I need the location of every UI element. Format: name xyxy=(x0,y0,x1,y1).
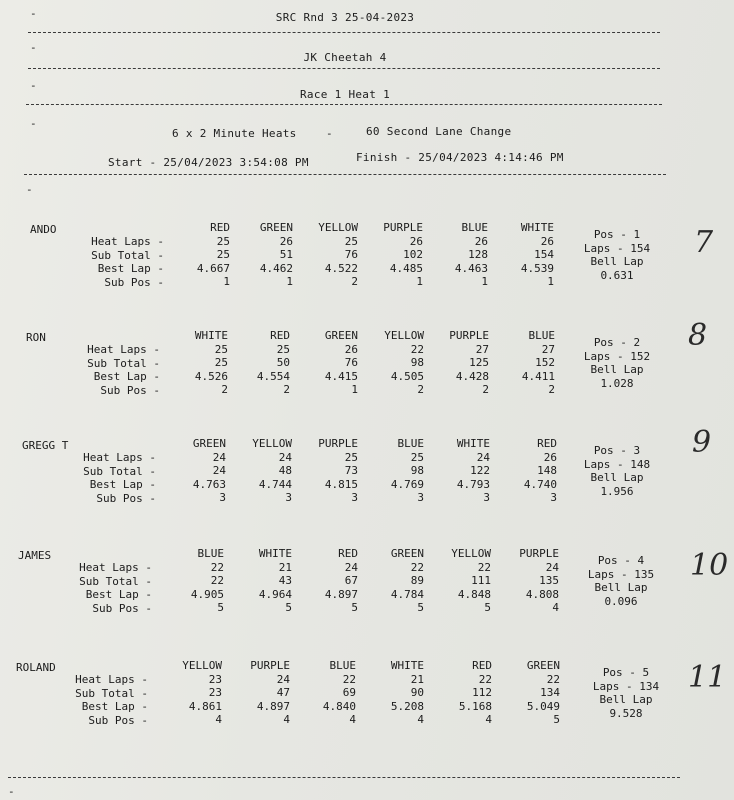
lane-column xyxy=(497,437,557,505)
lane-sub: 125 xyxy=(469,356,489,369)
lane-heat: 26 xyxy=(279,234,293,248)
lane-column xyxy=(232,437,292,505)
lane-color: BLUE xyxy=(197,547,224,560)
lane-column xyxy=(495,329,555,397)
lane-best: 4.554 xyxy=(256,369,290,383)
lane-heat: 27 xyxy=(475,342,489,356)
lane-sub: 23 xyxy=(208,686,222,699)
driver-name: GREGG T xyxy=(22,439,69,452)
divider-line xyxy=(8,777,680,778)
lane-pos: 3 xyxy=(285,491,292,504)
lane-sub: 135 xyxy=(539,574,559,587)
driver-summary xyxy=(576,554,666,608)
lane-color: WHITE xyxy=(520,221,554,234)
row-label: Sub Total - xyxy=(75,686,148,700)
lane-sub: 154 xyxy=(534,248,554,261)
lane-best: 5.168 xyxy=(458,699,492,713)
lane-heat: 22 xyxy=(210,560,224,574)
lane-heat: 24 xyxy=(545,560,559,574)
lane-color: GREEN xyxy=(259,221,293,234)
lane-color: BLUE xyxy=(528,329,555,342)
summary-line: Pos - 5 xyxy=(602,666,650,679)
lane-pos: 1 xyxy=(286,275,293,288)
heats-separator: - xyxy=(326,127,333,140)
lane-pos: 5 xyxy=(217,601,224,614)
summary-line: Pos - 4 xyxy=(597,554,645,567)
driver-name: ROLAND xyxy=(16,661,56,674)
lane-best: 4.539 xyxy=(520,261,554,275)
row-label: Sub Pos - xyxy=(96,491,156,505)
lane-heat: 26 xyxy=(543,450,557,464)
row-label: Sub Pos - xyxy=(104,275,164,289)
lane-color: PURPLE xyxy=(519,547,559,560)
lane-sub: 148 xyxy=(537,464,557,477)
lane-pos: 3 xyxy=(219,491,226,504)
lane-pos: 5 xyxy=(285,601,292,614)
lane-best: 4.744 xyxy=(258,477,292,491)
leading-dash: - xyxy=(30,7,37,20)
summary-line: Laps - 134 xyxy=(592,679,660,693)
lane-pos: 3 xyxy=(351,491,358,504)
lane-pos: 1 xyxy=(416,275,423,288)
lane-best: 4.905 xyxy=(190,587,224,601)
lane-best: 4.485 xyxy=(389,261,423,275)
lane-best: 4.462 xyxy=(259,261,293,275)
row-label: Heat Laps - xyxy=(75,673,148,686)
lane-heat: 21 xyxy=(410,672,424,686)
lane-color: WHITE xyxy=(456,437,490,450)
lane-color: PURPLE xyxy=(318,437,358,450)
lane-best: 4.463 xyxy=(454,261,488,275)
lane-best: 4.428 xyxy=(455,369,489,383)
lane-pos: 4 xyxy=(283,713,290,726)
lane-column xyxy=(364,547,424,615)
lane-color: YELLOW xyxy=(451,547,491,560)
lane-color: PURPLE xyxy=(250,659,290,672)
lane-heat: 25 xyxy=(344,234,358,248)
leading-dash: - xyxy=(26,183,33,196)
lane-best: 4.808 xyxy=(525,587,559,601)
lane-color: WHITE xyxy=(258,547,292,560)
lane-column xyxy=(500,659,560,727)
lane-column xyxy=(499,547,559,615)
lane-pos: 1 xyxy=(481,275,488,288)
lane-heat: 24 xyxy=(276,672,290,686)
lane-sub: 89 xyxy=(410,574,424,587)
lane-pos: 3 xyxy=(417,491,424,504)
row-labels xyxy=(50,343,160,397)
lane-color: RED xyxy=(210,221,230,234)
lane-heat: 22 xyxy=(410,342,424,356)
lane-best: 4.840 xyxy=(322,699,356,713)
handwritten-number: 7 xyxy=(694,225,714,260)
lane-pos: 5 xyxy=(417,601,424,614)
row-label: Sub Total - xyxy=(87,356,160,370)
lane-column xyxy=(364,659,424,727)
row-label: Best Lap - xyxy=(81,700,148,713)
event-title: SRC Rnd 3 25-04-2023 xyxy=(275,11,415,24)
driver-summary xyxy=(572,444,662,498)
lane-pos: 1 xyxy=(223,275,230,288)
lane-color: BLUE xyxy=(461,221,488,234)
lane-sub: 73 xyxy=(344,464,358,477)
lane-column xyxy=(430,437,490,505)
lane-heat: 24 xyxy=(278,450,292,464)
lane-best: 4.763 xyxy=(192,477,226,491)
summary-line: Bell Lap xyxy=(590,471,644,484)
driver-summary xyxy=(572,228,662,282)
lane-heat: 25 xyxy=(410,450,424,464)
handwritten-number: 9 xyxy=(692,425,712,460)
row-label: Heat Laps - xyxy=(79,561,152,574)
finish-time: Finish - 25/04/2023 4:14:46 PM xyxy=(356,151,564,164)
lane-column xyxy=(168,329,228,397)
lane-heat: 27 xyxy=(541,342,555,356)
lane-sub: 76 xyxy=(344,356,358,369)
lane-pos: 4 xyxy=(215,713,222,726)
lane-column xyxy=(429,329,489,397)
driver-summary xyxy=(581,666,671,720)
row-label: Sub Pos - xyxy=(88,713,148,727)
lane-color: PURPLE xyxy=(383,221,423,234)
lane-best: 4.861 xyxy=(188,699,222,713)
lane-column xyxy=(298,437,358,505)
lane-sub: 112 xyxy=(472,686,492,699)
leading-dash: - xyxy=(30,41,37,54)
lane-best: 4.815 xyxy=(324,477,358,491)
lane-sub: 43 xyxy=(278,574,292,587)
summary-line: Laps - 154 xyxy=(583,241,651,255)
lane-best: 4.769 xyxy=(390,477,424,491)
lane-heat: 24 xyxy=(344,560,358,574)
lane-color: BLUE xyxy=(397,437,424,450)
lane-color: BLUE xyxy=(329,659,356,672)
divider-line xyxy=(28,32,660,33)
lane-column xyxy=(164,547,224,615)
summary-line: 1.028 xyxy=(600,376,634,390)
row-label: Heat Laps - xyxy=(83,451,156,464)
row-labels xyxy=(42,561,152,615)
row-label: Best Lap - xyxy=(97,262,164,275)
lane-column xyxy=(432,659,492,727)
row-label: Heat Laps - xyxy=(91,235,164,248)
lane-sub: 98 xyxy=(410,464,424,477)
lane-pos: 1 xyxy=(547,275,554,288)
lane-column xyxy=(494,221,554,289)
leading-dash: - xyxy=(8,785,15,798)
lane-color: RED xyxy=(338,547,358,560)
summary-line: Bell Lap xyxy=(590,363,644,376)
lane-best: 5.208 xyxy=(390,699,424,713)
lane-heat: 24 xyxy=(476,450,490,464)
lane-sub: 102 xyxy=(403,248,423,261)
row-label: Heat Laps - xyxy=(87,343,160,356)
lane-color: PURPLE xyxy=(449,329,489,342)
lane-best: 4.667 xyxy=(196,261,230,275)
leading-dash: - xyxy=(30,79,37,92)
lane-sub: 128 xyxy=(468,248,488,261)
lane-pos: 4 xyxy=(485,713,492,726)
lane-best: 4.740 xyxy=(523,477,557,491)
lane-pos: 4 xyxy=(552,601,559,614)
lane-column xyxy=(166,437,226,505)
heats-info: 6 x 2 Minute Heats xyxy=(172,127,297,140)
lane-pos: 2 xyxy=(482,383,489,396)
lane-sub: 51 xyxy=(279,248,293,261)
lane-best: 4.897 xyxy=(324,587,358,601)
lane-heat: 25 xyxy=(344,450,358,464)
summary-line: Pos - 3 xyxy=(593,444,641,457)
lane-color: YELLOW xyxy=(318,221,358,234)
lane-pos: 3 xyxy=(483,491,490,504)
lane-change-info: 60 Second Lane Change xyxy=(366,125,512,138)
lane-heat: 26 xyxy=(344,342,358,356)
lane-pos: 2 xyxy=(283,383,290,396)
summary-line: Laps - 148 xyxy=(583,457,651,471)
summary-line: Laps - 152 xyxy=(583,349,651,363)
lane-best: 4.415 xyxy=(324,369,358,383)
driver-name: ANDO xyxy=(30,223,57,236)
summary-line: Bell Lap xyxy=(594,581,648,594)
lane-color: GREEN xyxy=(390,547,424,560)
lane-heat: 22 xyxy=(410,560,424,574)
lane-sub: 111 xyxy=(471,574,491,587)
lane-column xyxy=(364,437,424,505)
row-labels xyxy=(54,235,164,289)
lane-sub: 69 xyxy=(342,686,356,699)
lane-heat: 23 xyxy=(208,672,222,686)
summary-line: 0.631 xyxy=(600,268,634,282)
lane-pos: 1 xyxy=(351,383,358,396)
divider-line xyxy=(24,174,666,175)
lane-column xyxy=(431,547,491,615)
lane-heat: 24 xyxy=(212,450,226,464)
driver-name: JAMES xyxy=(18,549,52,562)
lane-best: 4.522 xyxy=(324,261,358,275)
row-label: Best Lap - xyxy=(93,370,160,383)
race-title: Race 1 Heat 1 xyxy=(300,88,390,101)
lane-color: GREEN xyxy=(192,437,226,450)
lane-column xyxy=(428,221,488,289)
car-title: JK Cheetah 4 xyxy=(303,51,387,64)
lane-column xyxy=(364,329,424,397)
lane-sub: 90 xyxy=(410,686,424,699)
lane-best: 4.411 xyxy=(521,369,555,383)
lane-sub: 134 xyxy=(540,686,560,699)
lane-best: 4.848 xyxy=(457,587,491,601)
lane-color: GREEN xyxy=(526,659,560,672)
handwritten-number: 11 xyxy=(688,660,727,695)
lane-pos: 5 xyxy=(351,601,358,614)
row-label: Sub Total - xyxy=(79,574,152,588)
lane-best: 4.793 xyxy=(456,477,490,491)
row-label: Best Lap - xyxy=(89,478,156,491)
lane-color: RED xyxy=(537,437,557,450)
lane-sub: 47 xyxy=(276,686,290,699)
start-time: Start - 25/04/2023 3:54:08 PM xyxy=(108,156,309,169)
driver-name: RON xyxy=(26,331,46,344)
lane-pos: 4 xyxy=(349,713,356,726)
driver-summary xyxy=(572,336,662,390)
lane-heat: 22 xyxy=(546,672,560,686)
lane-pos: 5 xyxy=(553,713,560,726)
handwritten-number: 8 xyxy=(688,318,708,353)
divider-line xyxy=(26,104,662,105)
lane-column xyxy=(230,659,290,727)
lane-best: 5.049 xyxy=(526,699,560,713)
lane-column xyxy=(233,221,293,289)
lane-heat: 25 xyxy=(214,342,228,356)
lane-column xyxy=(170,221,230,289)
lane-pos: 2 xyxy=(417,383,424,396)
lane-column xyxy=(298,221,358,289)
lane-sub: 98 xyxy=(410,356,424,369)
lane-color: RED xyxy=(270,329,290,342)
lane-sub: 25 xyxy=(214,356,228,369)
lane-color: YELLOW xyxy=(182,659,222,672)
lane-heat: 25 xyxy=(216,234,230,248)
lane-column xyxy=(162,659,222,727)
lane-pos: 4 xyxy=(417,713,424,726)
lane-best: 4.526 xyxy=(194,369,228,383)
lane-sub: 67 xyxy=(344,574,358,587)
lane-color: YELLOW xyxy=(384,329,424,342)
lane-heat: 22 xyxy=(477,560,491,574)
lane-column xyxy=(363,221,423,289)
lane-pos: 3 xyxy=(550,491,557,504)
lane-pos: 5 xyxy=(484,601,491,614)
divider-line xyxy=(28,68,660,69)
summary-line: 9.528 xyxy=(609,706,643,720)
lane-color: YELLOW xyxy=(252,437,292,450)
lane-column xyxy=(296,659,356,727)
row-labels xyxy=(46,451,156,505)
summary-line: 0.096 xyxy=(604,594,638,608)
row-label: Best Lap - xyxy=(85,588,152,601)
summary-line: Pos - 1 xyxy=(593,228,641,241)
summary-line: Bell Lap xyxy=(590,255,644,268)
lane-heat: 26 xyxy=(540,234,554,248)
lane-best: 4.505 xyxy=(390,369,424,383)
lane-column xyxy=(232,547,292,615)
lane-sub: 122 xyxy=(470,464,490,477)
lane-heat: 26 xyxy=(409,234,423,248)
lane-sub: 22 xyxy=(210,574,224,587)
summary-line: Pos - 2 xyxy=(593,336,641,349)
lane-column xyxy=(298,547,358,615)
lane-color: GREEN xyxy=(324,329,358,342)
lane-pos: 2 xyxy=(351,275,358,288)
lane-heat: 25 xyxy=(276,342,290,356)
lane-best: 4.964 xyxy=(258,587,292,601)
lane-column xyxy=(298,329,358,397)
lane-sub: 24 xyxy=(212,464,226,477)
lane-sub: 48 xyxy=(278,464,292,477)
lane-pos: 2 xyxy=(548,383,555,396)
lane-best: 4.784 xyxy=(390,587,424,601)
row-label: Sub Pos - xyxy=(100,383,160,397)
handwritten-number: 10 xyxy=(690,548,729,583)
lane-sub: 76 xyxy=(344,248,358,261)
lane-pos: 2 xyxy=(221,383,228,396)
summary-line: Bell Lap xyxy=(599,693,653,706)
lane-best: 4.897 xyxy=(256,699,290,713)
summary-line: 1.956 xyxy=(600,484,634,498)
lane-color: WHITE xyxy=(194,329,228,342)
lane-heat: 26 xyxy=(474,234,488,248)
row-label: Sub Total - xyxy=(91,248,164,262)
lane-color: RED xyxy=(472,659,492,672)
lane-color: WHITE xyxy=(390,659,424,672)
row-label: Sub Pos - xyxy=(92,601,152,615)
lane-sub: 152 xyxy=(535,356,555,369)
summary-line: Laps - 135 xyxy=(587,567,655,581)
lane-heat: 21 xyxy=(278,560,292,574)
lane-heat: 22 xyxy=(478,672,492,686)
lane-sub: 50 xyxy=(276,356,290,369)
lane-heat: 22 xyxy=(342,672,356,686)
row-labels xyxy=(38,673,148,727)
leading-dash: - xyxy=(30,117,37,130)
row-label: Sub Total - xyxy=(83,464,156,478)
lane-sub: 25 xyxy=(216,248,230,261)
lane-column xyxy=(230,329,290,397)
